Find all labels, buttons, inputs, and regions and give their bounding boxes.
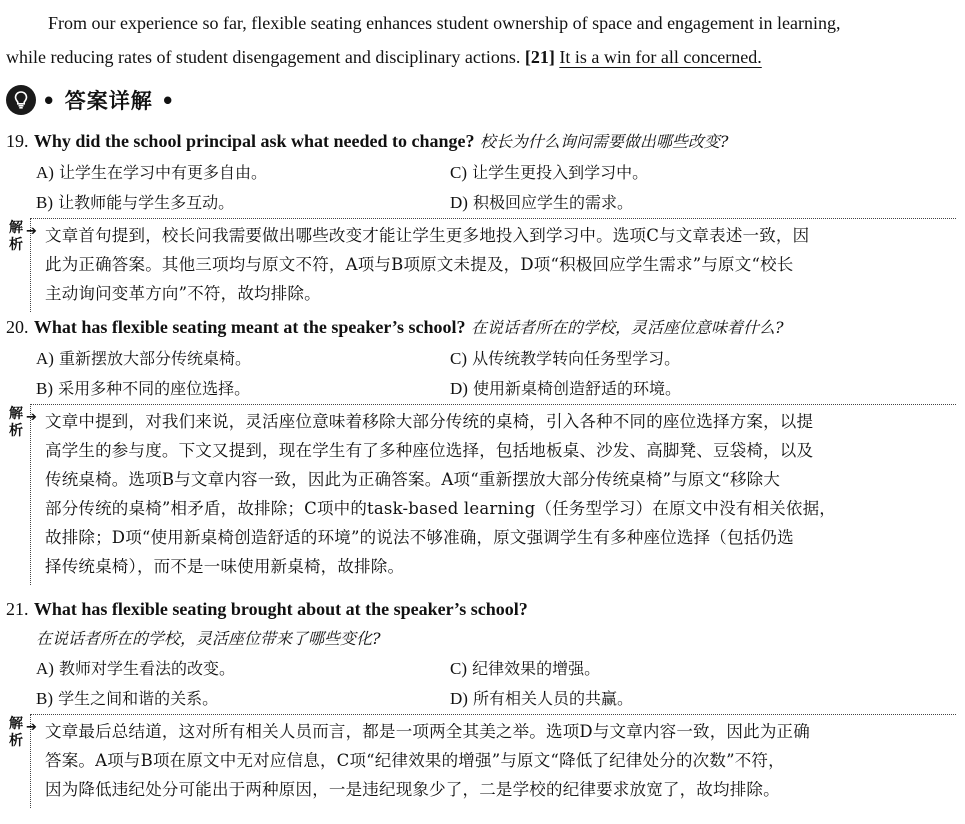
option-a xyxy=(36,160,267,186)
option-c xyxy=(450,656,600,682)
intro-paragraph xyxy=(6,6,956,74)
analysis-21 xyxy=(6,714,956,808)
analysis-line: 因为降低违纪处分可能出于两种原因，一是违纪现象少了，二是学校的纪律要求放宽了，故均排除。 xyxy=(45,780,780,799)
question-21-zh xyxy=(36,624,381,654)
analysis-line: 故排除；D项“使用新桌椅创造舒适的环境”的说法不够准确，原文强调学生有多种座位选择（包括仍选 xyxy=(45,528,794,547)
option-key: A) xyxy=(36,349,54,368)
question-number: 21. xyxy=(6,599,29,619)
analysis-19 xyxy=(6,218,956,312)
analysis-text xyxy=(30,218,956,312)
section-header xyxy=(6,82,175,118)
option-text: 教师对学生看法的改变。 xyxy=(59,659,236,678)
question-number: 20. xyxy=(6,317,29,337)
option-c xyxy=(450,160,648,186)
analysis-line: 高学生的参与度。下文又提到，现在学生有了多种座位选择，包括地板桌、沙发、高脚凳、豆袋椅，以及 xyxy=(45,441,814,460)
option-text: 从传统教学转向任务型学习。 xyxy=(472,349,681,368)
intro-line-1: From our experience so far, flexible seating enhances student ownership of space and engagement in learning, xyxy=(48,13,841,33)
option-text: 所有相关人员的共赢。 xyxy=(473,689,634,708)
question-19 xyxy=(6,126,728,157)
question-number: 19. xyxy=(6,131,29,151)
section-title: • 答案详解 • xyxy=(42,89,176,113)
option-c xyxy=(450,346,680,372)
option-text: 采用多种不同的座位选择。 xyxy=(58,379,251,398)
question-text-en: Why did the school principal ask what needed to change? xyxy=(33,131,475,151)
option-key: B) xyxy=(36,193,53,212)
option-key: C) xyxy=(450,163,467,182)
option-text: 让教师能与学生多互动。 xyxy=(58,193,235,212)
question-20 xyxy=(6,312,784,343)
arrow-icon: ➔ xyxy=(26,720,37,735)
analysis-label: 解析 xyxy=(9,716,23,749)
option-text: 让学生在学习中有更多自由。 xyxy=(59,163,268,182)
option-d xyxy=(450,376,681,402)
question-text-zh: 在说话者所在的学校，灵活座位带来了哪些变化? xyxy=(36,629,381,648)
option-b xyxy=(36,686,218,712)
option-key: C) xyxy=(450,659,467,678)
option-key: B) xyxy=(36,379,53,398)
option-key: B) xyxy=(36,689,53,708)
analysis-text xyxy=(30,714,956,808)
option-a xyxy=(36,346,251,372)
analysis-text xyxy=(30,404,956,585)
analysis-line: 答案。A项与B项在原文中无对应信息，C项“纪律效果的增强”与原文“降低了纪律处分的次数”不符， xyxy=(45,751,785,770)
analysis-line: 部分传统的桌椅”相矛盾，故排除；C项中的task-based learning（任务型学习）在原文中没有相关依据， xyxy=(45,499,836,518)
option-d xyxy=(450,190,633,216)
arrow-icon: ➔ xyxy=(26,224,37,239)
analysis-line: 文章最后总结道，这对所有相关人员而言，都是一项两全其美之举。选项D与文章内容一致，因此为正确 xyxy=(45,722,810,741)
analysis-line: 文章首句提到，校长问我需要做出哪些改变才能让学生更多地投入到学习中。选项C与文章表述一致，因 xyxy=(45,226,810,245)
question-ref-21: [21] xyxy=(524,47,555,67)
option-b xyxy=(36,190,234,216)
arrow-icon: ➔ xyxy=(26,410,37,425)
option-key: A) xyxy=(36,659,54,678)
option-text: 使用新桌椅创造舒适的环境。 xyxy=(473,379,682,398)
option-key: D) xyxy=(450,689,468,708)
option-text: 让学生更投入到学习中。 xyxy=(472,163,649,182)
question-text-en: What has flexible seating brought about at the speaker’s school? xyxy=(33,599,528,619)
analysis-label: 解析 xyxy=(9,220,23,253)
option-text: 重新摆放大部分传统桌椅。 xyxy=(59,349,252,368)
option-text: 积极回应学生的需求。 xyxy=(473,193,634,212)
analysis-line: 主动询问变革方向”不符，故均排除。 xyxy=(45,284,321,303)
option-text: 学生之间和谐的关系。 xyxy=(58,689,219,708)
analysis-line: 此为正确答案。其他三项均与原文不符，A项与B项原文未提及，D项“积极回应学生需求”与原文“校长 xyxy=(45,255,794,274)
option-b xyxy=(36,376,250,402)
option-key: D) xyxy=(450,193,468,212)
analysis-20 xyxy=(6,404,956,585)
option-text: 纪律效果的增强。 xyxy=(472,659,601,678)
option-a xyxy=(36,656,235,682)
option-key: A) xyxy=(36,163,54,182)
option-d xyxy=(450,686,633,712)
intro-line-2 xyxy=(6,40,956,74)
underlined-sentence: It is a win for all concerned. xyxy=(559,47,762,67)
question-21 xyxy=(6,594,528,625)
question-text-zh: 校长为什么询问需要做出哪些改变? xyxy=(479,132,729,151)
question-text-en: What has flexible seating meant at the speaker’s school? xyxy=(33,317,466,337)
option-key: C) xyxy=(450,349,467,368)
analysis-line: 传统桌椅。选项B与文章内容一致，因此为正确答案。A项“重新摆放大部分传统桌椅”与原文“移除大 xyxy=(45,470,781,489)
option-key: D) xyxy=(450,379,468,398)
intro-line-2a: while reducing rates of student disengagement and disciplinary actions. xyxy=(6,47,521,67)
analysis-line: 择传统桌椅），而不是一味使用新桌椅，故排除。 xyxy=(45,557,405,576)
analysis-line: 文章中提到，对我们来说，灵活座位意味着移除大部分传统的桌椅，引入各种不同的座位选择方案，以提 xyxy=(45,412,814,431)
analysis-label: 解析 xyxy=(9,406,23,439)
lightbulb-icon xyxy=(6,85,36,115)
question-text-zh: 在说话者所在的学校，灵活座位意味着什么? xyxy=(470,318,784,337)
